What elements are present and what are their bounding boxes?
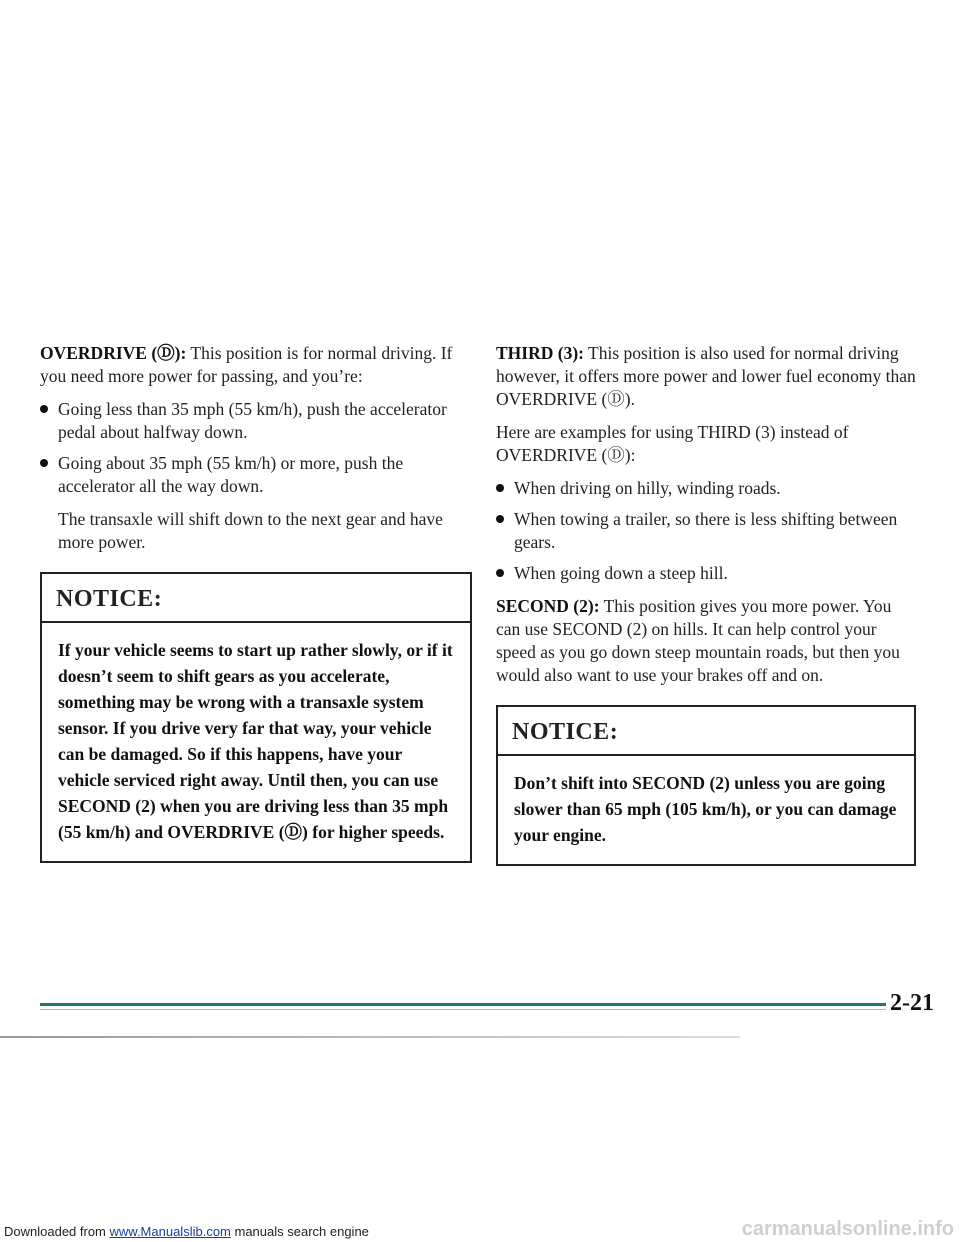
scan-shadow-line xyxy=(0,1036,740,1038)
right-column xyxy=(496,342,916,866)
page-number: 2-21 xyxy=(890,990,934,1016)
second-text: This position gives you more power. You can use SECOND (2) on hills. It can help control your speed as you go down steep mountain roads, but then you would also want to use your brakes off and on. xyxy=(496,596,900,685)
notice-heading: NOTICE: xyxy=(42,574,470,623)
overdrive-term: OVERDRIVE (Ⓓ): xyxy=(40,343,187,363)
list-item: When driving on hilly, winding roads. xyxy=(496,477,916,500)
left-column xyxy=(40,342,472,863)
footer-rule-thin xyxy=(40,1009,886,1010)
third-paragraph xyxy=(496,342,916,411)
list-item: Going about 35 mph (55 km/h) or more, push the accelerator all the way down. xyxy=(40,452,472,498)
notice-box-right xyxy=(496,705,916,866)
overdrive-paragraph xyxy=(40,342,472,388)
second-term: SECOND (2): xyxy=(496,596,600,616)
overdrive-text: This position is for normal driving. If you need more power for passing, and you’re: xyxy=(40,343,453,386)
download-suffix: manuals search engine xyxy=(230,1224,369,1239)
list-item: When going down a steep hill. xyxy=(496,562,916,585)
third-text: This position is also used for normal driving however, it offers more power and lower fuel economy than OVERDRIVE (Ⓓ). xyxy=(496,343,916,409)
notice-body: If your vehicle seems to start up rather slowly, or if it doesn’t seem to shift gears as you accelerate, something may be wrong with a transaxle system sensor. If you drive very far that way, your vehicle can be damaged. So if this happens, have your vehicle serviced right away. Until then, you can use SECOND (2) when you are driving less than 35 mph (55 km/h) and OVERDRIVE (Ⓓ) for higher speeds. xyxy=(58,640,453,842)
list-item: When towing a trailer, so there is less shifting between gears. xyxy=(496,508,916,554)
examples-intro: Here are examples for using THIRD (3) instead of OVERDRIVE (Ⓓ): xyxy=(496,422,849,465)
examples-bullet-list xyxy=(496,477,916,585)
manualslib-link[interactable]: www.Manualslib.com xyxy=(109,1224,231,1239)
download-prefix: Downloaded from xyxy=(4,1224,110,1239)
notice-body: Don’t shift into SECOND (2) unless you are going slower than 65 mph (105 km/h), or you can damage your engine. xyxy=(514,773,897,845)
list-item: Going less than 35 mph (55 km/h), push the accelerator pedal about halfway down. xyxy=(40,398,472,444)
notice-box-left xyxy=(40,572,472,863)
overdrive-bullet-list xyxy=(40,398,472,498)
transaxle-note: The transaxle will shift down to the next gear and have more power. xyxy=(58,509,443,552)
watermark: carmanualsonline.info xyxy=(741,1218,954,1240)
download-credit xyxy=(4,1224,369,1239)
footer-rule xyxy=(40,1003,886,1006)
second-paragraph xyxy=(496,595,916,687)
notice-heading: NOTICE: xyxy=(498,707,914,756)
third-term: THIRD (3): xyxy=(496,343,584,363)
